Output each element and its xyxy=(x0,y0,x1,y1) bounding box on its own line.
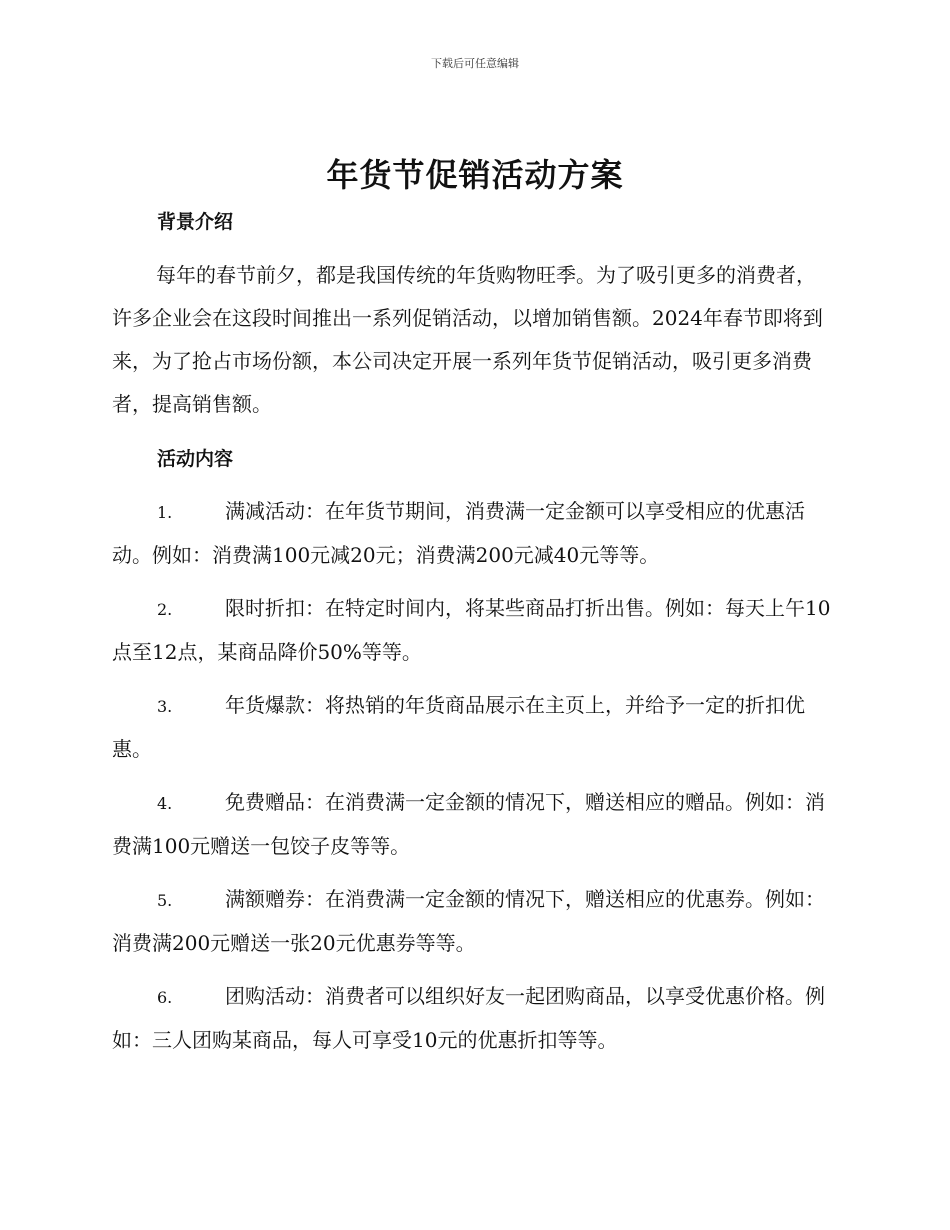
list-item-number: 5. xyxy=(157,891,173,910)
list-item-text: 限时折扣：在特定时间内，将某些商品打折出售。例如：每天上午10点至12点，某商品降价50%等等。 xyxy=(112,596,831,664)
list-item-number: 3. xyxy=(157,697,173,716)
section-heading-activities: 活动内容 xyxy=(157,448,234,470)
section-heading-background: 背景介绍 xyxy=(157,211,234,233)
list-item-text: 年货爆款：将热销的年货商品展示在主页上，并给予一定的折扣优惠。 xyxy=(112,693,805,761)
background-paragraph: 每年的春节前夕，都是我国传统的年货购物旺季。为了吸引更多的消费者，许多企业会在这段时间推出一系列促销活动，以增加销售额。2024年春节即将到来，为了抢占市场份额，本公司决定开展一系列年货节促销活动，吸引更多消费者，提高销售额。 xyxy=(112,263,823,416)
list-item-number: 6. xyxy=(157,988,173,1007)
list-item xyxy=(112,878,834,965)
list-item-text: 免费赠品：在消费满一定金额的情况下，赠送相应的赠品。例如：消费满100元赠送一包饺子皮等等。 xyxy=(112,790,825,858)
list-item xyxy=(112,587,834,674)
list-item xyxy=(112,975,834,1062)
list-item-number: 1. xyxy=(157,503,173,522)
list-item-text: 团购活动：消费者可以组织好友一起团购商品，以享受优惠价格。例如：三人团购某商品，每人可享受10元的优惠折扣等等。 xyxy=(112,984,825,1052)
list-item xyxy=(112,684,834,771)
header-note: 下载后可任意编辑 xyxy=(431,57,519,70)
list-item-number: 4. xyxy=(157,794,173,813)
list-item xyxy=(112,781,834,868)
list-item-text: 满额赠券：在消费满一定金额的情况下，赠送相应的优惠券。例如：消费满200元赠送一张20元优惠券等等。 xyxy=(112,887,825,955)
list-item-number: 2. xyxy=(157,600,173,619)
list-item-text: 满减活动：在年货节期间，消费满一定金额可以享受相应的优惠活动。例如：消费满100元减20元；消费满200元减40元等等。 xyxy=(112,499,805,567)
document-title: 年货节促销活动方案 xyxy=(326,156,624,194)
list-item xyxy=(112,490,834,577)
